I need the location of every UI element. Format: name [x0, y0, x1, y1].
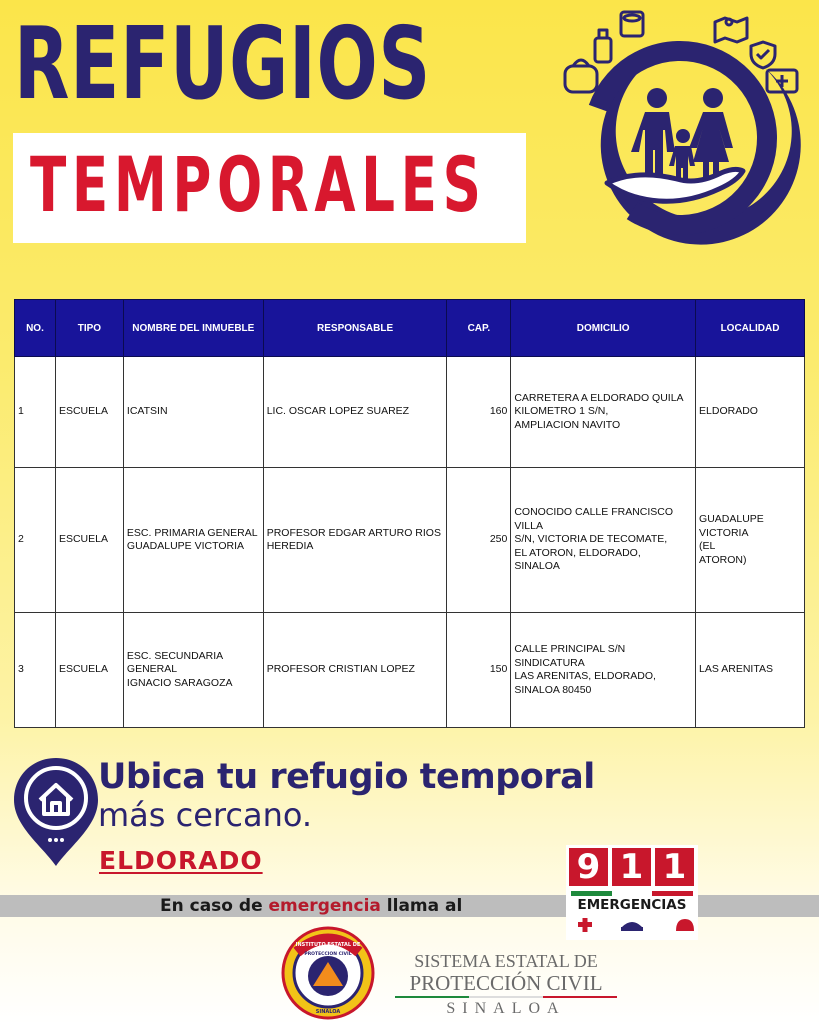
- cell-localidad: GUADALUPE VICTORIA (EL ATORON): [696, 468, 805, 613]
- digit-1: 1: [612, 848, 651, 886]
- column-header-nombre: NOMBRE DEL INMUEBLE: [123, 300, 263, 357]
- cell-responsable: LIC. OSCAR LOPEZ SUAREZ: [263, 357, 447, 468]
- digit-1b: 1: [655, 848, 694, 886]
- cell-nombre: ESC. PRIMARIA GENERAL GUADALUPE VICTORIA: [123, 468, 263, 613]
- table-row: [15, 357, 805, 468]
- house-pin-icon: [12, 756, 100, 868]
- family-shelter-logo: [555, 8, 805, 248]
- cell-tipo: ESCUELA: [55, 468, 123, 613]
- firefighter-helmet-icon: [676, 919, 694, 931]
- shelters-table: [14, 299, 805, 728]
- column-header-localidad: LOCALIDAD: [696, 300, 805, 357]
- table-row: [15, 468, 805, 613]
- org-line-3: SINALOA: [446, 1000, 566, 1017]
- map-icon: [715, 18, 747, 42]
- page-subtitle: TEMPORALES: [30, 140, 487, 229]
- cell-localidad: LAS ARENITAS: [696, 613, 805, 728]
- seal-top-text: INSTITUTO ESTATAL DE: [295, 942, 361, 948]
- column-header-tipo: TIPO: [55, 300, 123, 357]
- cta-headline: Ubica tu refugio temporal: [98, 757, 595, 797]
- cell-no: 1: [15, 357, 56, 468]
- org-line-2: PROTECCIÓN CIVIL: [409, 971, 603, 995]
- table-header-row: [15, 300, 805, 357]
- bag-icon: [565, 60, 597, 92]
- org-line-1: SISTEMA ESTATAL DE: [414, 951, 598, 971]
- column-header-cap: CAP.: [447, 300, 511, 357]
- wordmark-rule: [395, 996, 617, 998]
- emergency-text: [160, 895, 462, 917]
- cta-subheadline: más cercano.: [98, 796, 313, 834]
- column-header-no: NO.: [15, 300, 56, 357]
- cell-cap: 150: [447, 613, 511, 728]
- cell-localidad: ELDORADO: [696, 357, 805, 468]
- proteccion-civil-seal: [281, 926, 375, 1020]
- city-label: ELDORADO: [99, 846, 263, 875]
- cell-cap: 160: [447, 357, 511, 468]
- emergencias-label: EMERGENCIAS: [577, 897, 687, 913]
- cell-no: 3: [15, 613, 56, 728]
- seal-bottom-text: SINALOA: [315, 1009, 341, 1015]
- family-icon: [631, 88, 733, 186]
- proteccion-civil-wordmark: [395, 950, 617, 1019]
- flag-stripe: [571, 891, 693, 896]
- hand-icon: [607, 169, 743, 201]
- column-header-responsable: RESPONSABLE: [263, 300, 447, 357]
- digit-9: 9: [569, 848, 608, 886]
- bottle-icon: [595, 30, 611, 62]
- cell-cap: 250: [447, 468, 511, 613]
- table-row: [15, 613, 805, 728]
- cell-responsable: PROFESOR EDGAR ARTURO RIOS HEREDIA: [263, 468, 447, 613]
- page-title: REFUGIOS: [14, 5, 431, 122]
- emergency-suffix: llama al: [380, 896, 463, 916]
- cell-nombre: ICATSIN: [123, 357, 263, 468]
- emergency-911-logo: [566, 845, 698, 940]
- column-header-domicilio: DOMICILIO: [511, 300, 696, 357]
- cell-tipo: ESCUELA: [55, 357, 123, 468]
- shield-icon: [751, 42, 775, 68]
- cell-tipo: ESCUELA: [55, 613, 123, 728]
- emergency-prefix: En caso de: [160, 896, 269, 916]
- canned-food-icon: [621, 12, 643, 36]
- cell-domicilio: CALLE PRINCIPAL S/N SINDICATURA LAS ARENITAS, ELDORADO, SINALOA 80450: [511, 613, 696, 728]
- cell-nombre: ESC. SECUNDARIA GENERAL IGNACIO SARAGOZA: [123, 613, 263, 728]
- emergency-highlight: emergencia: [268, 896, 381, 916]
- police-cap-icon: [621, 922, 643, 931]
- cell-no: 2: [15, 468, 56, 613]
- seal-mid-text: PROTECCION CIVIL: [304, 952, 352, 957]
- cell-responsable: PROFESOR CRISTIAN LOPEZ: [263, 613, 447, 728]
- ambulance-cross-icon: [578, 918, 592, 932]
- cell-domicilio: CARRETERA A ELDORADO QUILA KILOMETRO 1 S/N, AMPLIACION NAVITO: [511, 357, 696, 468]
- cell-domicilio: CONOCIDO CALLE FRANCISCO VILLA S/N, VICTORIA DE TECOMATE, EL ATORON, ELDORADO, SINALOA: [511, 468, 696, 613]
